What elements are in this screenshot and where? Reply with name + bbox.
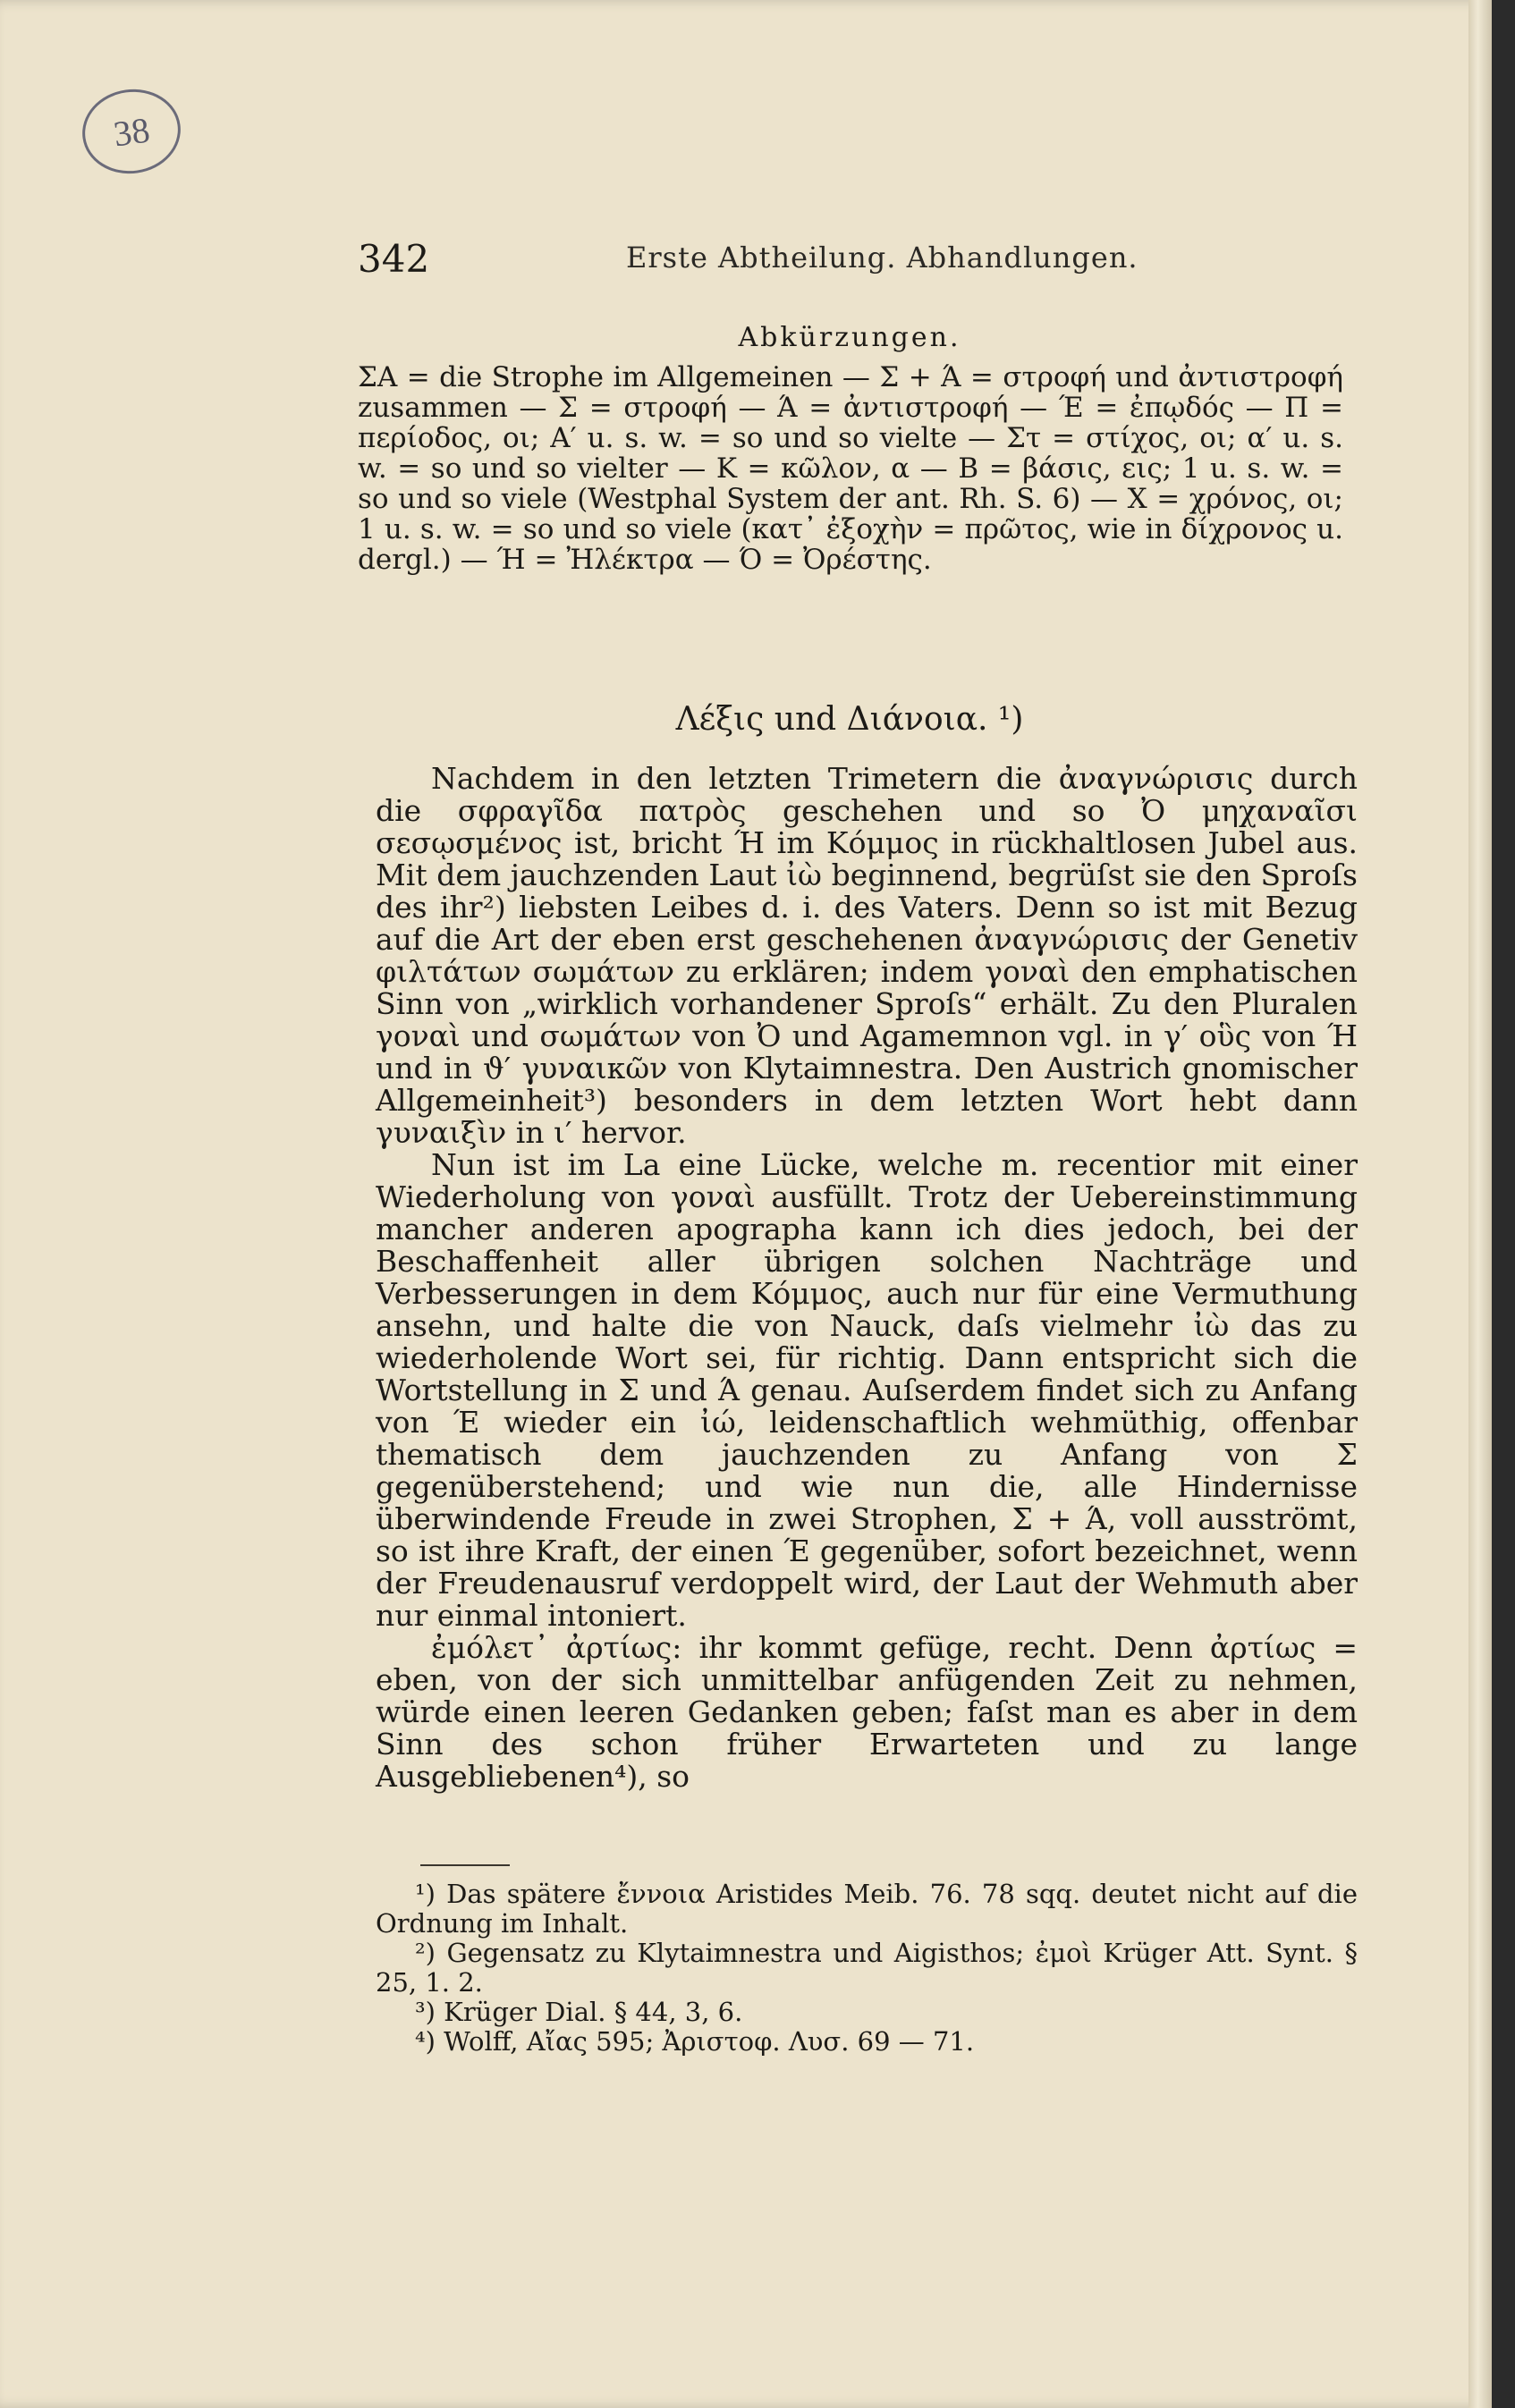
- paragraph: ἐμόλετ᾽ ἀρτίως: ihr kommt gefüge, recht. Denn ἀρτίως = eben, von der sich unmittelbar anfügenden Zeit zu nehmen, würde einen leeren Gedanken geben; faſst man es aber in dem Sinn des schon früher Erwarteten und zu lange Ausgebliebenen⁴), so: [376, 1630, 1358, 1794]
- library-stamp: [77, 83, 186, 180]
- footnotes: [376, 1880, 1358, 2057]
- abbreviations-heading: Abkürzungen.: [738, 322, 961, 353]
- footnote: ¹) Das spätere ἔννοια Aristides Meib. 76. 78 sqq. deutet nicht auf die Ordnung im Inhalt.: [376, 1879, 1358, 1939]
- paragraph: Nun ist im La eine Lücke, welche m. recentior mit einer Wiederholung von γοναὶ ausfüllt. Trotz der Uebereinstimmung mancher anderen apographa kann ich dies jedoch, bei der Beschaffenheit aller übrigen solchen Nachträge und Verbesserungen in dem Κόμμος, auch nur für eine Vermuthung ansehn, und halte die von Nauck, daſs vielmehr ἰὼ das zu wiederholende Wort sei, für richtig. Dann entspricht sich die Wortstellung in Σ und Ά genau. Auſserdem findet sich zu Anfang von Έ wieder ein ἰώ, leidenschaftlich wehmüthig, offenbar thematisch dem jauchzenden zu Anfang von Σ gegenüberstehend; und wie nun die, alle Hindernisse überwindende Freude in zwei Strophen, Σ + Ά, voll ausströmt, so ist ihre Kraft, der einen Έ gegenüber, sofort bezeichnet, wenn der Freudenausruf verdoppelt wird, der Laut der Wehmuth aber nur einmal intoniert.: [376, 1147, 1358, 1633]
- paragraph: Nachdem in den letzten Trimetern die ἀναγνώρισις durch die σφραγῖδα πατρὸς geschehen und so Ὀ μηχαναῖσι σεσῳσμένος ist, bricht Ή im Κόμμος in rückhaltlosen Jubel aus. Mit dem jauchzenden Laut ἰὼ beginnend, begrüſst sie den Sproſs des ihr²) liebsten Leibes d. i. des Vaters. Denn so ist mit Bezug auf die Art der eben erst geschehenen ἀναγνώρισις der Genetiv φιλτάτων σωμάτων zu erklären; indem γοναὶ den emphatischen Sinn von „wirklich vorhandener Sproſs“ erhält. Zu den Pluralen γοναὶ und σωμάτων von Ὀ und Agamemnon vgl. in γ′ οὓς von Ή und in ϑ′ γυναικῶν von Klytaimnestra. Den Austrich gnomischer Allgemeinheit³) besonders in dem letzten Wort hebt dann γυναιξὶν in ι′ hervor.: [376, 761, 1358, 1150]
- footnote: ²) Gegensatz zu Klytaimnestra und Aigisthos; ἐμοὶ Krüger Att. Synt. § 25, 1. 2.: [376, 1938, 1358, 1998]
- footnote-rule: [420, 1864, 510, 1866]
- page-number: 342: [358, 237, 430, 281]
- abbreviations-text: ΣΑ = die Strophe im Allgemeinen — Σ + Ά = στροφή und ἀντιστροφή zusammen — Σ = στροφή — Ά = ἀντιστροφή — Έ = ἐπῳδός — Π = περίοδος, οι; Α′ u. s. w. = so und so vielte — Στ = στίχος, οι; α′ u. s. w. = so und so vielter — Κ = κῶλον, α — Β = βάσις, εις; 1 u. s. w. = so und so viele (Westphal System der ant. Rh. S. 6) — Χ = χρόνος, οι; 1 u. s. w. = so und so viele (κατ᾽ ἐξοχὴν = πρῶτος, wie in δίχρονος u. dergl.) — Ή = Ἠλέκτρα — Ό = Ὀρέστης.: [358, 361, 1343, 576]
- stamp-number: 38: [111, 108, 152, 155]
- footnote: ⁴) Wolff, Αἴας 595; Ἀριστοφ. Λυσ. 69 — 71.: [415, 2026, 975, 2057]
- body-text: [376, 763, 1358, 1793]
- adjacent-page-edge: [1468, 0, 1492, 2408]
- section-title: Λέξις und Διάνοια. ¹): [675, 701, 1024, 738]
- footnote: ³) Krüger Dial. § 44, 3, 6.: [415, 1997, 743, 2027]
- running-title: Erste Abtheilung. Abhandlungen.: [626, 241, 1138, 275]
- running-head: [358, 237, 1377, 291]
